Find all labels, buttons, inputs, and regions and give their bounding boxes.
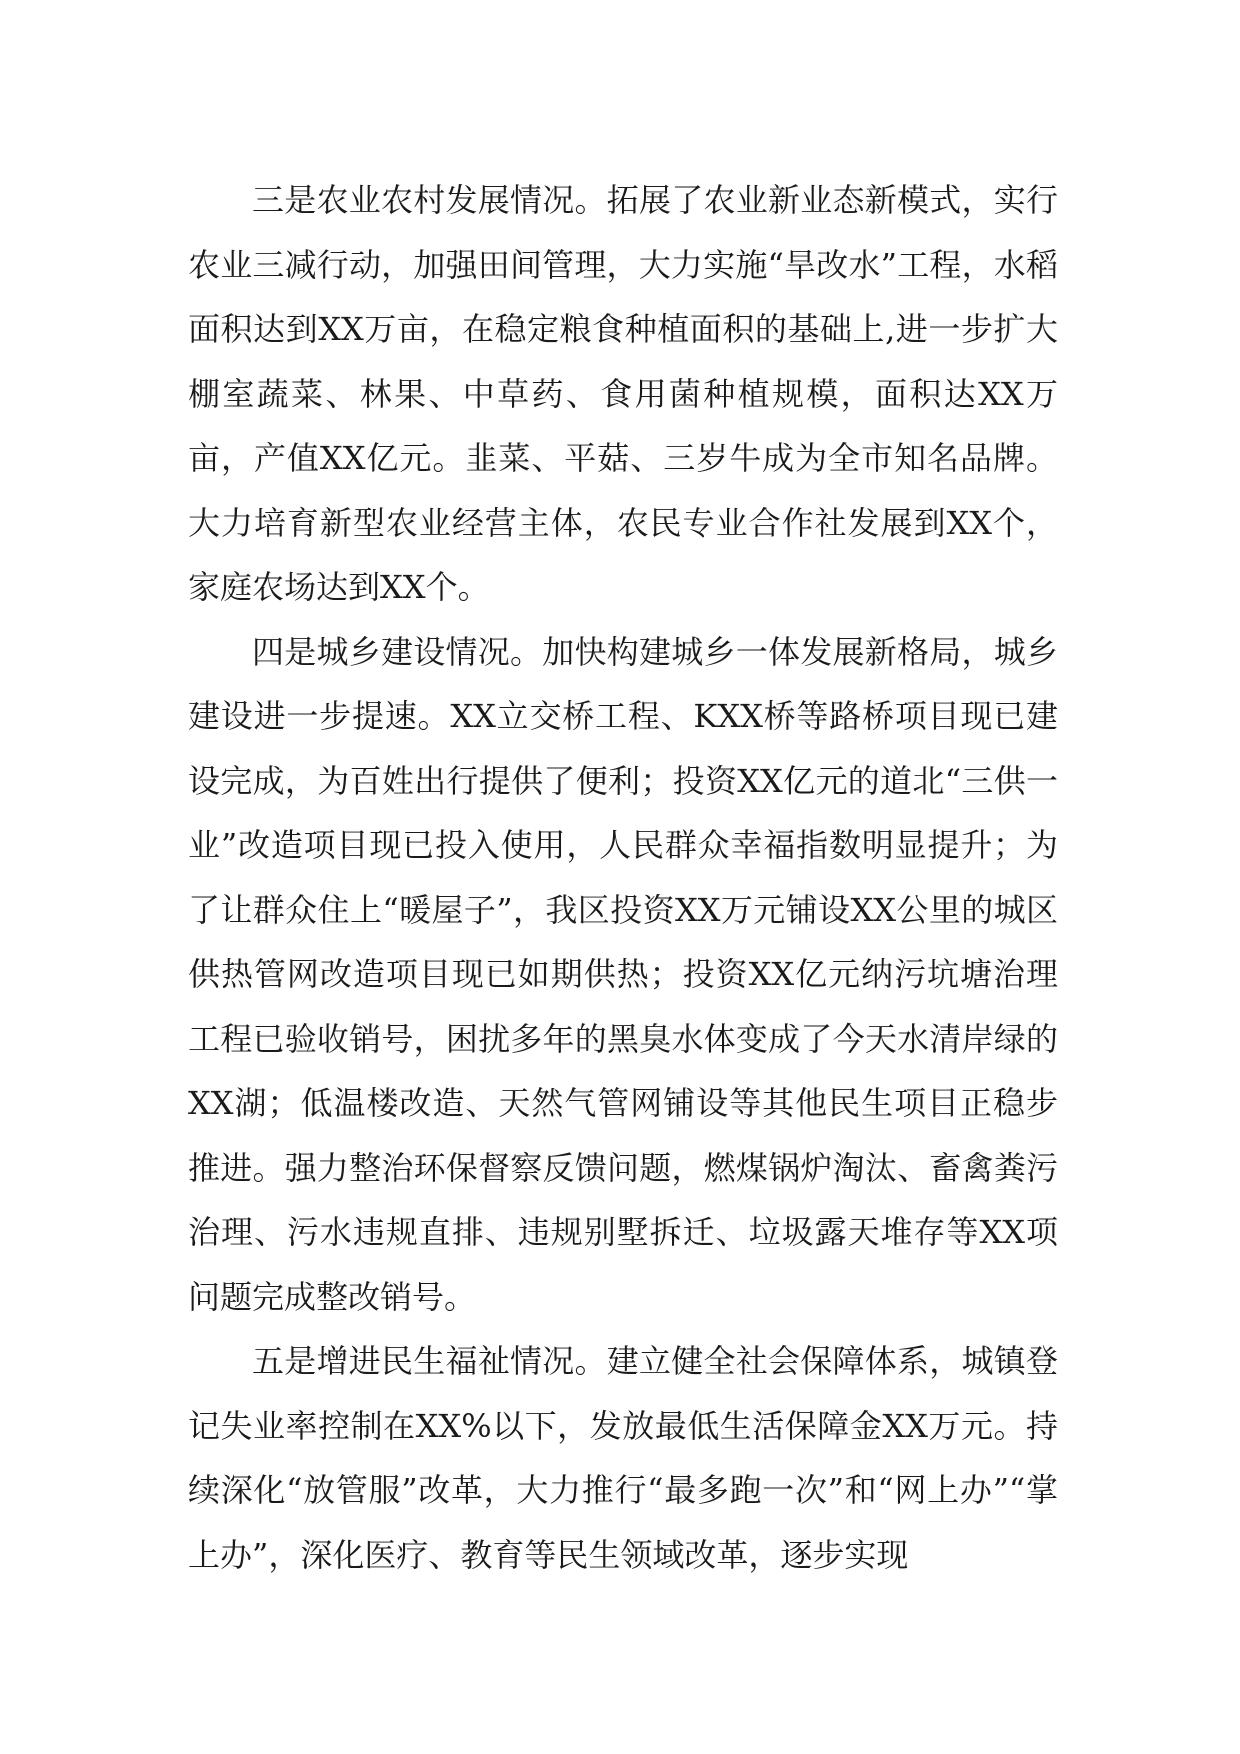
document-page (188, 168, 1058, 1587)
paragraph-livelihood: 五是增进民生福祉情况。建立健全社会保障体系，城镇登记失业率控制在XX%以下，发放最低生活保障金XX万元。持续深化“放管服”改革，大力推行“最多跑一次”和“网上办”“掌上办”，深化医疗、教育等民生领域改革，逐步实现 (188, 1342, 1058, 1574)
paragraph-agriculture: 三是农业农村发展情况。拓展了农业新业态新模式，实行农业三减行动，加强田间管理，大力实施“旱改水”工程，水稻面积达到XX万亩，在稳定粮食种植面积的基础上,进一步扩大棚室蔬菜、林果、中草药、食用菌种植规模，面积达XX万亩，产值XX亿元。韭菜、平菇、三岁牛成为全市知名品牌。大力培育新型农业经营主体，农民专业合作社发展到XX个，家庭农场达到XX个。 (188, 181, 1058, 606)
paragraph-urban-rural-construction: 四是城乡建设情况。加快构建城乡一体发展新格局，城乡建设进一步提速。XX立交桥工程、KXX桥等路桥项目现已建设完成，为百姓出行提供了便利；投资XX亿元的道北“三供一业”改造项目现已投入使用，人民群众幸福指数明显提升；为了让群众住上“暖屋子”，我区投资XX万元铺设XX公里的城区供热管网改造项目现已如期供热；投资XX亿元纳污坑塘治理工程已验收销号，困扰多年的黑臭水体变成了今天水清岸绿的XX湖；低温楼改造、天然气管网铺设等其他民生项目正稳步推进。强力整治环保督察反馈问题，燃煤锅炉淘汰、畜禽粪污治理、污水违规直排、违规别墅拆迁、垃圾露天堆存等XX项问题完成整改销号。 (188, 632, 1058, 1316)
